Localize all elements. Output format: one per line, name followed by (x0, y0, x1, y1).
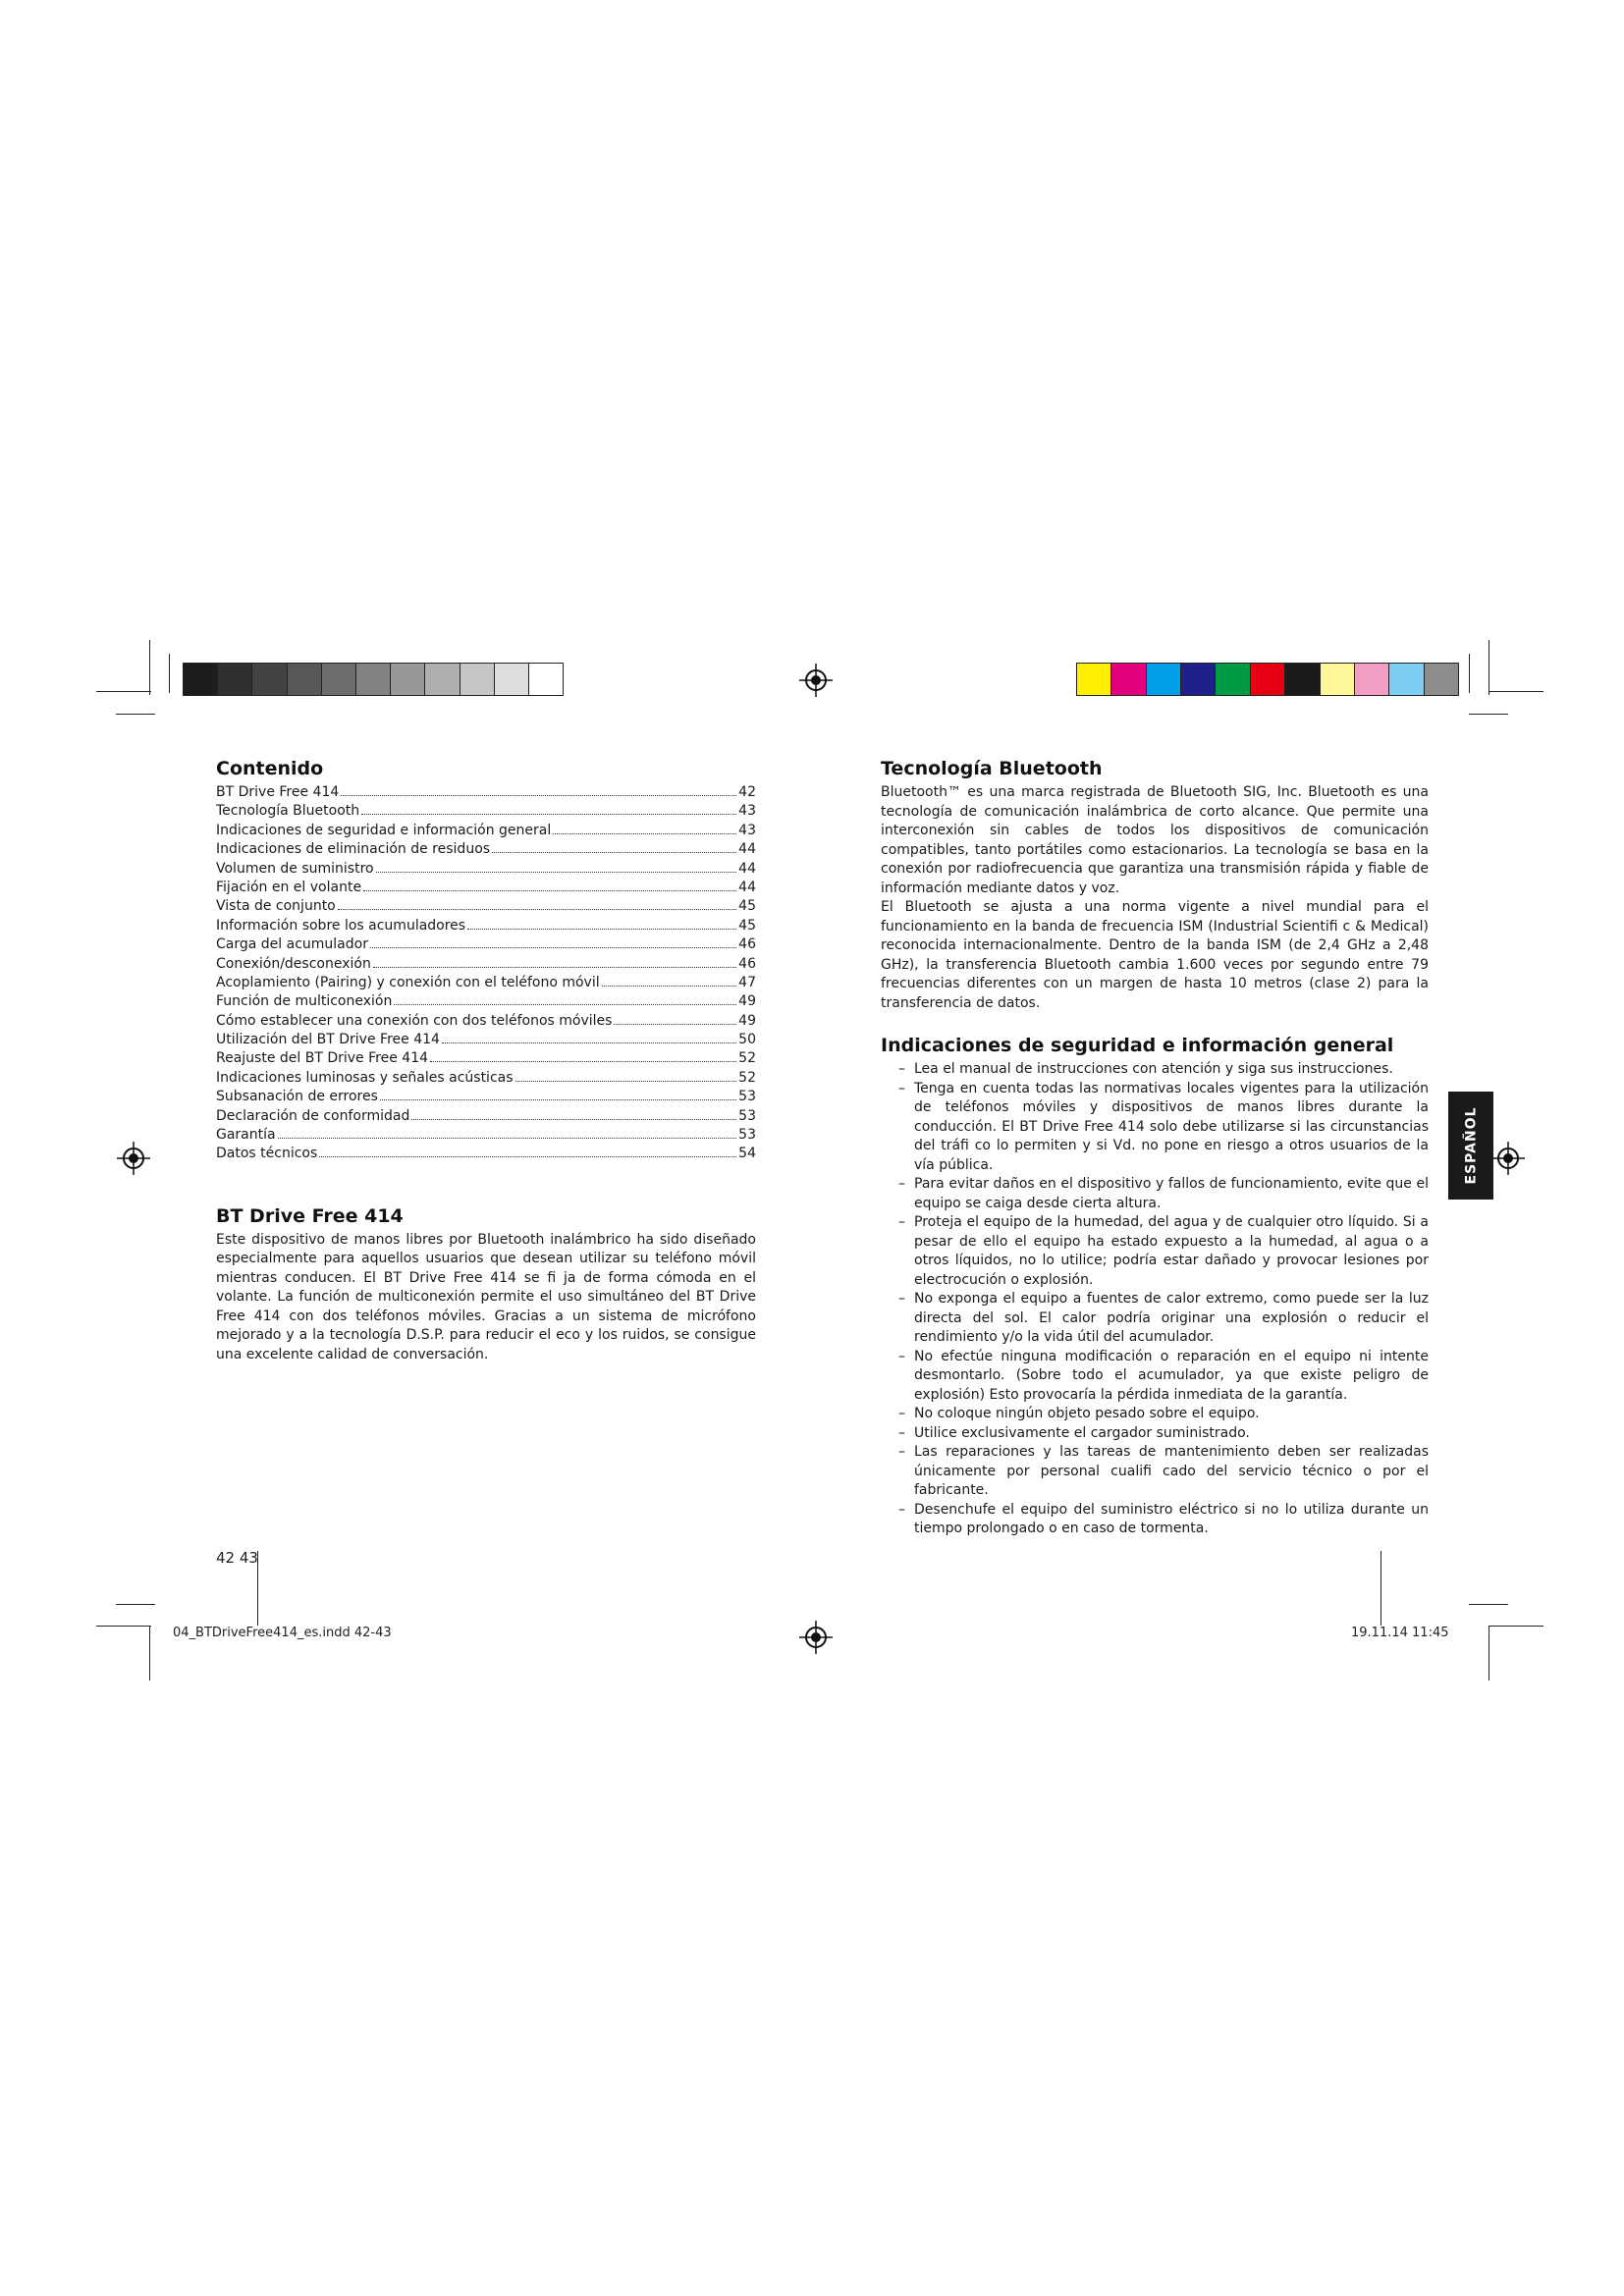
toc-entry-title: Función de multiconexión (216, 993, 393, 1010)
gray-swatch (391, 664, 425, 695)
gray-swatch (322, 664, 356, 695)
toc-entry-page: 52 (738, 1050, 756, 1067)
toc-leader-dots (376, 872, 737, 873)
toc-leader-dots (319, 1156, 736, 1157)
dash-bullet-icon: – (898, 1061, 905, 1077)
safety-bullet (898, 1443, 1429, 1501)
color-swatch (1355, 664, 1389, 695)
table-of-contents (216, 783, 756, 1164)
toc-entry-page: 54 (738, 1146, 756, 1162)
registration-mark-icon (116, 1141, 151, 1176)
toc-entry (216, 1031, 756, 1049)
toc-entry (216, 955, 756, 974)
toc-entry-page: 44 (738, 841, 756, 858)
toc-entry-title: BT Drive Free 414 (216, 784, 340, 800)
toc-leader-dots (492, 852, 736, 853)
dash-bullet-icon: – (898, 1080, 905, 1096)
toc-entry-title: Cómo establecer una conexión con dos teléfonos móviles (216, 1012, 613, 1029)
toc-leader-dots (341, 795, 736, 796)
toc-leader-dots (394, 1004, 736, 1005)
crop-mark (149, 1626, 150, 1681)
toc-entry-page: 53 (738, 1127, 756, 1144)
dash-bullet-icon: – (898, 1501, 905, 1518)
safety-bullet (898, 1405, 1429, 1424)
toc-leader-dots (515, 1081, 737, 1082)
gray-swatch (288, 664, 322, 695)
safety-bullet (898, 1213, 1429, 1290)
toc-entry (216, 1126, 756, 1145)
toc-entry-page: 42 (738, 784, 756, 800)
toc-entry (216, 935, 756, 954)
file-slug: 04_BTDriveFree414_es.indd 42-43 (173, 1626, 392, 1640)
toc-leader-dots (373, 967, 736, 968)
safety-bullet-text: No coloque ningún objeto pesado sobre el equipo. (914, 1406, 1260, 1421)
crop-mark (1489, 1626, 1543, 1627)
crop-mark (1469, 654, 1470, 693)
safety-bullet-text: Tenga en cuenta todas las normativas locales vigentes para la utilización de teléfonos móviles y dispositivos de manos libres durante la conducción. El BT Drive Free 414 solo debe utilizarse si las circunstancias del tráfi co lo permiten y si Vd. no pone en riesgo a otros usuarios de la vía pública. (914, 1080, 1429, 1173)
crop-mark (96, 1626, 151, 1627)
safety-bullet (898, 1348, 1429, 1406)
safety-bullet-text: Las reparaciones y las tareas de mantenimiento deben ser realizadas únicamente por personal cualifi cado del servicio técnico o por el fabricante. (914, 1444, 1429, 1498)
crop-mark (149, 640, 150, 695)
toc-entry-page: 45 (738, 917, 756, 934)
toc-entry-page: 43 (738, 803, 756, 820)
toc-entry-page: 52 (738, 1069, 756, 1086)
toc-leader-dots (442, 1042, 736, 1043)
crop-mark (1469, 1604, 1508, 1605)
toc-entry-title: Carga del acumulador (216, 936, 368, 953)
gray-swatch (356, 664, 391, 695)
safety-list (881, 1060, 1429, 1539)
toc-entry-title: Vista de conjunto (216, 898, 336, 915)
toc-entry-page: 44 (738, 879, 756, 895)
safety-bullet (898, 1175, 1429, 1213)
toc-entry-page: 53 (738, 1107, 756, 1124)
bluetooth-paragraph: El Bluetooth se ajusta a una norma vigente a nivel mundial para el funcionamiento en la banda de frecuencia ISM (Industrial Scientifi c & Medical) reconocida internacionalmente. Dentro de la banda ISM (de 2,4 GHz a 2,48 GHz), la transferencia Bluetooth cambia 1.600 veces por segundo entre 79 frecuencias diferentes con un margen de hasta 10 metros (clase 2) para la transferencia de datos. (881, 899, 1429, 1011)
toc-leader-dots (338, 909, 736, 910)
dash-bullet-icon: – (898, 1424, 905, 1441)
toc-entry (216, 1069, 756, 1088)
toc-entry-title: Subsanación de errores (216, 1089, 378, 1105)
safety-heading: Indicaciones de seguridad e información general (881, 1035, 1394, 1056)
toc-entry-title: Declaración de conformidad (216, 1107, 410, 1124)
safety-bullet-text: Proteja el equipo de la humedad, del agua y de cualquier otro líquido. Si a pesar de ello el equipo ha estado expuesto a la humedad, al agua o a otros líquidos, no lo utilice; podría estar dañado y provocar lesiones por electrocución o explosión. (914, 1214, 1429, 1288)
crop-mark (169, 654, 170, 693)
toc-entry (216, 802, 756, 821)
toc-entry-title: Garantía (216, 1127, 276, 1144)
toc-entry-page: 49 (738, 993, 756, 1010)
toc-entry (216, 1088, 756, 1106)
toc-entry-title: Utilización del BT Drive Free 414 (216, 1032, 440, 1048)
color-swatch (1251, 664, 1285, 695)
color-swatch (1111, 664, 1146, 695)
dash-bullet-icon: – (898, 1176, 905, 1192)
toc-leader-dots (602, 986, 737, 987)
toc-entry-page: 46 (738, 955, 756, 972)
toc-entry-title: Información sobre los acumuladores (216, 917, 466, 934)
color-calibration-bar (1076, 663, 1459, 696)
gray-swatch (252, 664, 287, 695)
toc-entry (216, 917, 756, 935)
crop-mark (1469, 714, 1508, 715)
safety-bullet (898, 1424, 1429, 1444)
toc-entry (216, 822, 756, 840)
page-numbers: 42 43 (216, 1549, 258, 1567)
safety-bullet (898, 1501, 1429, 1539)
gray-swatch (460, 664, 495, 695)
dash-bullet-icon: – (898, 1406, 905, 1421)
safety-bullet-text: Para evitar daños en el dispositivo y fallos de funcionamiento, evite que el equipo se caiga desde cierta altura. (914, 1176, 1429, 1211)
registration-mark-icon (1490, 1141, 1526, 1176)
toc-entry-title: Acoplamiento (Pairing) y conexión con el teléfono móvil (216, 974, 600, 990)
toc-leader-dots (363, 890, 736, 891)
toc-entry-page: 45 (738, 898, 756, 915)
safety-bullet-text: Lea el manual de instrucciones con atención y siga sus instrucciones. (914, 1061, 1393, 1077)
toc-entry-page: 44 (738, 860, 756, 877)
toc-entry-page: 43 (738, 822, 756, 838)
color-swatch (1321, 664, 1355, 695)
toc-entry-page: 46 (738, 936, 756, 953)
bluetooth-heading: Tecnología Bluetooth (881, 758, 1103, 779)
toc-entry-title: Conexión/desconexión (216, 955, 371, 972)
gray-calibration-bar (183, 663, 564, 696)
toc-entry (216, 992, 756, 1011)
gray-swatch (218, 664, 252, 695)
color-swatch (1216, 664, 1250, 695)
toc-entry-page: 47 (738, 974, 756, 990)
right-page-column (881, 758, 1429, 1539)
toc-entry (216, 783, 756, 802)
toc-entry (216, 1145, 756, 1163)
toc-entry-title: Tecnología Bluetooth (216, 803, 360, 820)
gray-swatch (529, 664, 563, 695)
toc-leader-dots (370, 947, 736, 948)
dash-bullet-icon: – (898, 1444, 905, 1460)
dash-bullet-icon: – (898, 1214, 905, 1230)
toc-entry-title: Datos técnicos (216, 1146, 318, 1162)
toc-entry (216, 1049, 756, 1068)
toc-entry-title: Volumen de suministro (216, 860, 374, 877)
toc-leader-dots (467, 929, 736, 930)
dash-bullet-icon: – (898, 1348, 905, 1364)
color-swatch (1425, 664, 1458, 695)
toc-entry-title: Indicaciones luminosas y señales acústicas (216, 1069, 514, 1086)
toc-entry-title: Reajuste del BT Drive Free 414 (216, 1050, 429, 1067)
safety-bullet-text: No exponga el equipo a fuentes de calor extremo, como puede ser la luz directa del sol. El calor podría originar una explosión o reducir el rendimiento y/o la vida útil del acumulador. (914, 1291, 1429, 1345)
toc-leader-dots (361, 814, 736, 815)
toc-entry (216, 840, 756, 859)
toc-entry-title: Indicaciones de eliminación de residuos (216, 841, 491, 858)
dash-bullet-icon: – (898, 1291, 905, 1307)
toc-entry (216, 1107, 756, 1126)
product-heading: BT Drive Free 414 (216, 1204, 404, 1227)
language-tab-label: ESPAÑOL (1463, 1106, 1479, 1185)
registration-mark-icon (798, 663, 834, 698)
toc-entry-page: 53 (738, 1089, 756, 1105)
gray-swatch (184, 664, 218, 695)
safety-bullet (898, 1080, 1429, 1176)
safety-bullet-text: No efectúe ninguna modificación o reparación en el equipo ni intente desmontarlo. (Sobre todo el acumulador, ya que existe peligro de explosión) Esto provocaría la pérdida inmediata de la garantía. (914, 1348, 1429, 1403)
toc-entry (216, 897, 756, 916)
color-swatch (1285, 664, 1320, 695)
crop-mark (116, 714, 155, 715)
crop-mark (1380, 1551, 1381, 1626)
print-timestamp: 19.11.14 11:45 (1351, 1626, 1449, 1640)
safety-bullet-text: Utilice exclusivamente el cargador suministrado. (914, 1424, 1250, 1441)
crop-mark (1489, 691, 1543, 692)
toc-leader-dots (380, 1099, 736, 1100)
product-description: Este dispositivo de manos libres por Bluetooth inalámbrico ha sido diseñado especialmente para aquellos usuarios que desean utilizar su teléfono móvil mientras conducen. El BT Drive Free 414 se fi ja de forma cómoda en el volante. La función de multiconexión permite el uso simultáneo del BT Drive Free 414 con dos teléfonos móviles. Gracias a un sistema de micrófono mejorado y a la tecnología D.S.P. para reducir el eco y los ruidos, se consigue una excelente calidad de conversación. (216, 1231, 756, 1362)
safety-bullet (898, 1290, 1429, 1348)
bluetooth-paragraph: Bluetooth™ es una marca registrada de Bluetooth SIG, Inc. Bluetooth es una tecnología de comunicación inalámbrica de corto alcance. Que permite una interconexión sin cables de todos los dispositivos de comunicación compatibles, tanto portátiles como estacionarios. La tecnología se basa en la conexión por radiofrecuencia que garantiza una transmisión rápida y fiable de información mediante datos y voz. (881, 784, 1429, 896)
gray-swatch (495, 664, 529, 695)
toc-leader-dots (278, 1138, 737, 1139)
color-swatch (1389, 664, 1424, 695)
toc-leader-dots (430, 1061, 736, 1062)
color-swatch (1181, 664, 1216, 695)
toc-entry (216, 879, 756, 897)
contents-heading: Contenido (216, 758, 324, 779)
toc-leader-dots (553, 833, 736, 834)
crop-mark (116, 1604, 155, 1605)
color-swatch (1147, 664, 1181, 695)
crop-mark (96, 691, 151, 692)
toc-entry-page: 49 (738, 1012, 756, 1029)
gray-swatch (425, 664, 460, 695)
toc-entry (216, 1012, 756, 1031)
language-tab (1448, 1092, 1493, 1200)
registration-mark-icon (798, 1620, 834, 1655)
toc-entry-page: 50 (738, 1032, 756, 1048)
toc-entry-title: Indicaciones de seguridad e información general (216, 822, 552, 838)
color-swatch (1077, 664, 1111, 695)
left-page-column (216, 758, 756, 1364)
safety-bullet-text: Desenchufe el equipo del suministro eléctrico si no lo utiliza durante un tiempo prolongado o en caso de tormenta. (914, 1501, 1429, 1536)
toc-leader-dots (614, 1024, 736, 1025)
toc-leader-dots (411, 1119, 736, 1120)
safety-bullet (898, 1060, 1429, 1080)
toc-entry (216, 860, 756, 879)
toc-entry (216, 974, 756, 992)
toc-entry-title: Fijación en el volante (216, 879, 362, 895)
